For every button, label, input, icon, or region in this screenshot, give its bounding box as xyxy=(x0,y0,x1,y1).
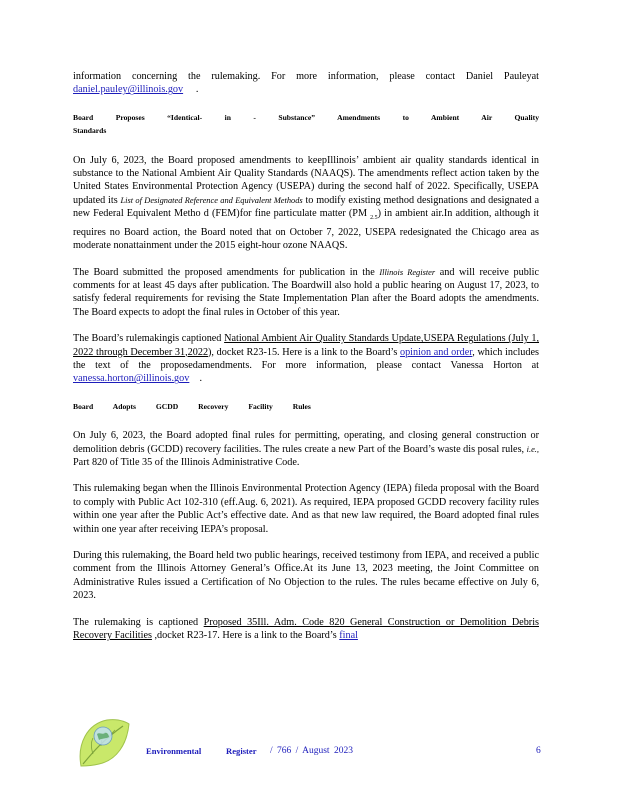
section2-heading: Board Adopts GCDD Recovery Facility Rules xyxy=(73,401,311,411)
section2-p1-text: On July 6, 2023, the Board adopted final rules for permitting, operating, and closing general construction or demolition debris (GCDD) recovery facilities. The rules create a new Part of the Board’s waste dis posal rules, xyxy=(73,430,539,455)
opinion-and-order-link[interactable]: opinion and order xyxy=(399,346,473,358)
ie-italic: i.e., xyxy=(526,444,539,454)
footer-register: Register xyxy=(226,746,257,756)
section1-p1-italic: List of Designated Reference and Equivalent Methods xyxy=(120,195,303,205)
footer-page-number: 6 xyxy=(536,746,541,756)
section2-p1-text-2: Part 820 of Title 35 of the Illinois Administrative Code. xyxy=(73,456,300,468)
section1-heading: Board Proposes “Identical- in - Substance” Amendments to Ambient Air Quality Standards xyxy=(73,112,539,136)
section1-p3-text: The Board’s rulemakingis captioned xyxy=(73,333,225,345)
section1-p3-text-2: docket R23-15. Here is a link to the Board’s xyxy=(213,346,400,358)
section1-p2-text: The Board submitted the proposed amendments for publication in the xyxy=(73,266,380,278)
r23-17-caption: Proposed 35Ill. Adm. Code 820 General Construction or Demolition Debris Recovery Facilities xyxy=(73,616,539,642)
section1-paragraph-3: The Board’s rulemakingis captioned National Ambient Air Quality Standards Update,USEPA Regulations (July 1, 2022 through December 31,2022), docket R23-15. Here is a link to the Board’s opinion and order, which includes the text of the proposedamendments. For more information, please contact Vanessa Horton at vanessa.horton@illinois.gov . xyxy=(73,333,540,385)
section1-p1-text-2: to modify existing method designations and designated a new Federal Equivalent Metho d (FEM)for fine particulate matter (PM xyxy=(73,194,539,220)
r23-15-caption: National Ambient Air Quality Standards Update,USEPA Regulations (July 1, 2022 through December 31,2022), xyxy=(73,333,540,358)
intro-text: information concerning the rulemaking. For more information, please contact Daniel Pauleyat xyxy=(73,71,539,82)
illinois-register-italic: Illinois Register xyxy=(379,267,436,277)
vanessa-horton-email-link[interactable]: vanessa.horton@illinois.gov xyxy=(73,373,190,385)
page-body xyxy=(73,70,539,655)
section2-p4-text: The rulemaking is captioned xyxy=(73,616,204,628)
section1-paragraph-1 xyxy=(73,154,539,253)
section2-p4-text-2: ,docket R23-17. Here is a link to the Board’s xyxy=(151,630,340,642)
section1-p1-text-3: ) in ambient air.In addition, although it requires no Board action, the Board noted that on October 7, 2022, USEPA redesignated the Chicago area as moderate nonattainment under the 2015 eight-hour ozone NAAQS. xyxy=(73,208,539,252)
page-footer xyxy=(73,712,551,772)
footer-issue: / 766 / August 2023 xyxy=(270,746,353,756)
section2-paragraph-4 xyxy=(73,616,539,643)
section1-p1-text: On July 6, 2023, the Board proposed amendments to keepIllinois’ ambient air quality standards identical in substance to the National Ambient Air Quality Standards (NAAQS). The amendments reflect action taken by the United States Environmental Protection Agency (USEPA) during the second half of 2022. Specifically, USEPA updated its xyxy=(73,154,539,206)
environmental-register-leaf-logo-icon xyxy=(73,714,133,770)
footer-publication: Environmental xyxy=(146,746,202,756)
section1-paragraph-2 xyxy=(73,266,539,320)
section2-paragraph-2: This rulemaking began when the Illinois Environmental Protection Agency (IEPA) fileda proposal with the Board to comply with Public Act 102-310 (eff.Aug. 6, 2021). As required, IEPA proposed GCDD recovery facility rules within one year after the Public Act’s effective date. And as that new law required, the Board adopted final rules within one year after receiving IEPA’s proposal. xyxy=(73,483,539,535)
intro-paragraph: information concerning the rulemaking. For more information, please contact Daniel Pauleyat daniel.pauley@illinois.gov . xyxy=(73,71,539,96)
section2-paragraph-3: During this rulemaking, the Board held two public hearings, received testimony from IEPA, and received a public comment from the Illinois Attorney General’s Office.At its June 13, 2023 meeting, the Joint Committee on Administrative Rules issued a Certification of No Objection to the rules. The rules became effective on July 6, 2023. xyxy=(73,550,539,602)
section1-p2-text-2: and will receive public comments for at least 45 days after publication. The Boardwill also hold a public hearing on August 17, 2023, to satisfy federal requirements for revising the State Implementation Plan after the Board adopts the amendments. The Board expects to adopt the final rules in October of this year. xyxy=(73,266,539,318)
section2-paragraph-1 xyxy=(73,429,539,469)
final-rules-link[interactable]: final xyxy=(339,630,358,642)
pm-subscript: 2.5 xyxy=(370,215,378,222)
daniel-pauley-email-link[interactable]: daniel.pauley@illinois.gov xyxy=(73,84,184,96)
section1-p3-text-3: , which includes the text of the proposedamendments. For more information, please contact Vanessa Horton at xyxy=(73,346,539,371)
